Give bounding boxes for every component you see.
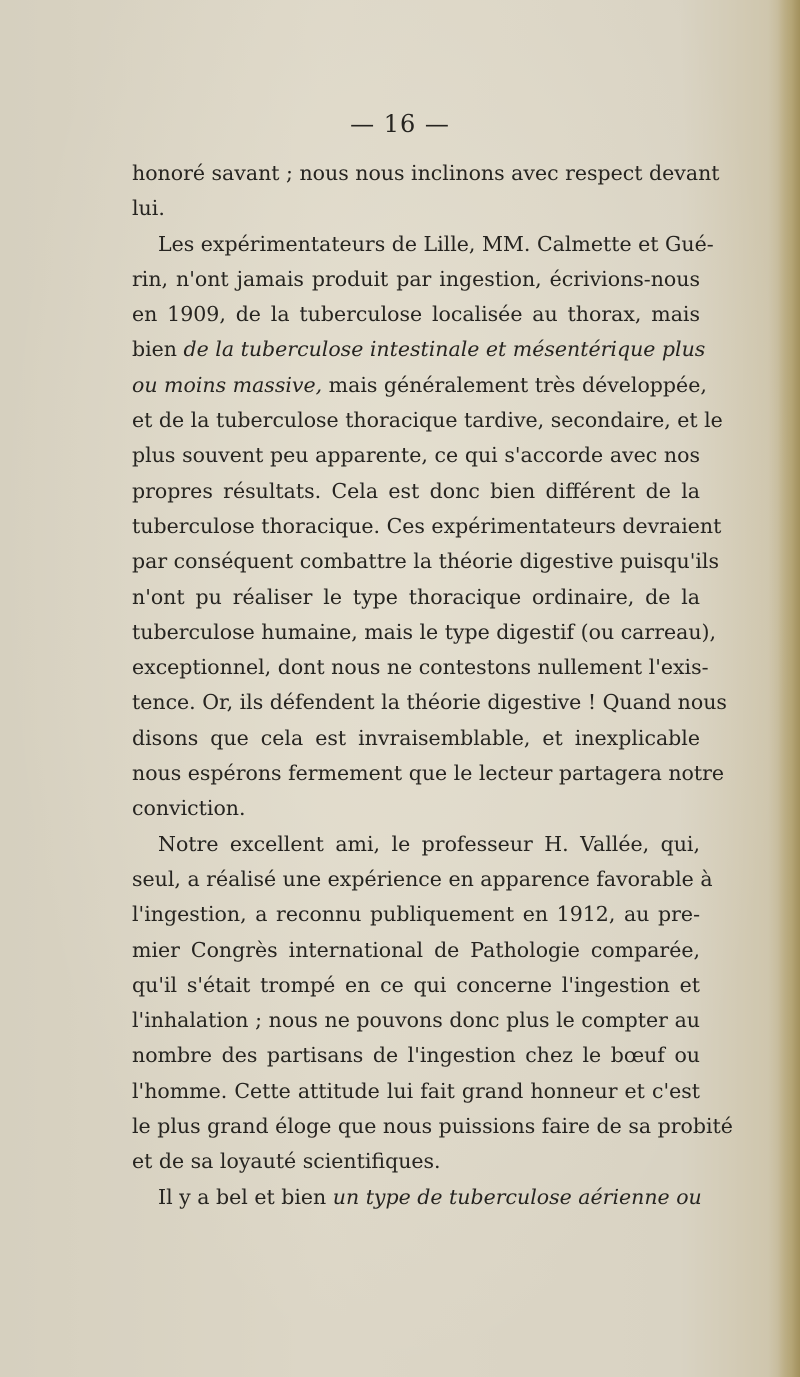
text-line	[132, 1109, 733, 1144]
text-segment: et de sa loyauté scientifiques.	[132, 1149, 441, 1174]
text-segment: tence. Or, ils défendent la théorie digestive ! Quand nous	[132, 690, 727, 715]
text-segment: qu'il s'était trompé en ce qui concerne l'ingestion et	[132, 972, 700, 997]
text-segment: propres résultats. Cela est donc bien différent de la	[132, 478, 700, 503]
text-line	[132, 827, 700, 862]
text-segment: n'ont pu réaliser le type thoracique ordinaire, de la	[132, 584, 700, 609]
text-segment: conviction.	[132, 796, 246, 821]
text-line	[132, 756, 725, 791]
text-segment: le plus grand éloge que nous puissions faire de sa probité	[132, 1114, 733, 1139]
text-line	[132, 191, 700, 226]
text-line	[132, 685, 727, 720]
text-segment: disons que cela est invraisemblable, et inexplicable	[132, 725, 700, 750]
text-segment: l'homme. Cette attitude lui fait grand honneur et c'est	[132, 1078, 700, 1103]
text-line	[132, 262, 700, 297]
text-line	[132, 1074, 700, 1109]
text-segment: par conséquent combattre la théorie digestive puisqu'ils	[132, 549, 719, 574]
text-segment: et de la tuberculose thoracique tardive, secondaire, et le	[132, 408, 723, 433]
text-segment: mais généralement très développée,	[322, 372, 707, 397]
text-line	[132, 1144, 700, 1179]
text-segment: l'ingestion, a reconnu publiquement en 1912, au pre-	[132, 902, 700, 927]
page-number: — 16 —	[350, 110, 450, 138]
text-line	[132, 791, 700, 826]
text-line	[132, 933, 700, 968]
text-line	[132, 332, 706, 367]
text-segment: bien	[132, 337, 184, 362]
text-line	[132, 297, 700, 332]
text-line	[132, 615, 717, 650]
text-line	[132, 650, 709, 685]
text-segment: lui.	[132, 196, 165, 221]
text-line	[132, 156, 720, 191]
text-line	[132, 580, 700, 615]
text-line	[132, 897, 700, 932]
text-segment: tuberculose humaine, mais le type digestif (ou carreau),	[132, 619, 717, 644]
text-line	[132, 1038, 700, 1073]
text-line	[132, 721, 700, 756]
text-segment: rin, n'ont jamais produit par ingestion, écrivions-nous	[132, 266, 700, 291]
text-line	[132, 227, 714, 262]
text-segment: Les expérimentateurs de Lille, MM. Calmette et Gué-	[158, 231, 714, 256]
body-text	[132, 156, 733, 1215]
text-segment: plus souvent peu apparente, ce qui s'accorde avec nos	[132, 443, 700, 468]
text-line	[132, 862, 713, 897]
text-segment: Notre excellent ami, le professeur H. Vallée, qui,	[158, 831, 700, 856]
text-line	[132, 438, 700, 473]
text-segment: tuberculose thoracique. Ces expérimentateurs devraient	[132, 513, 722, 538]
text-line	[132, 403, 723, 438]
text-line	[132, 474, 700, 509]
italic-segment: un type de tuberculose aérienne ou	[332, 1184, 702, 1209]
text-segment: nous espérons fermement que le lecteur partagera notre	[132, 761, 725, 786]
text-segment: honoré savant ; nous nous inclinons avec respect devant	[132, 161, 720, 185]
text-segment: en 1909, de la tuberculose localisée au thorax, mais	[132, 302, 700, 327]
italic-segment: ou moins massive,	[132, 372, 323, 397]
text-line	[132, 509, 722, 544]
text-line	[132, 1003, 700, 1038]
text-line	[132, 1180, 700, 1215]
page-edge-shadow	[778, 0, 800, 1377]
text-segment: exceptionnel, dont nous ne contestons nullement l'exis-	[132, 655, 709, 680]
text-line	[132, 968, 700, 1003]
text-segment: Il y a bel et bien	[158, 1184, 333, 1209]
text-segment: mier Congrès international de Pathologie comparée,	[132, 937, 700, 962]
text-segment: l'inhalation ; nous ne pouvons donc plus le compter au	[132, 1008, 700, 1033]
italic-segment: de la tuberculose intestinale et mésentérique plus	[183, 337, 706, 362]
text-line	[132, 544, 719, 579]
text-line	[132, 368, 707, 403]
text-segment: seul, a réalisé une expérience en apparence favorable à	[132, 866, 713, 891]
text-segment: nombre des partisans de l'ingestion chez le bœuf ou	[132, 1043, 700, 1068]
